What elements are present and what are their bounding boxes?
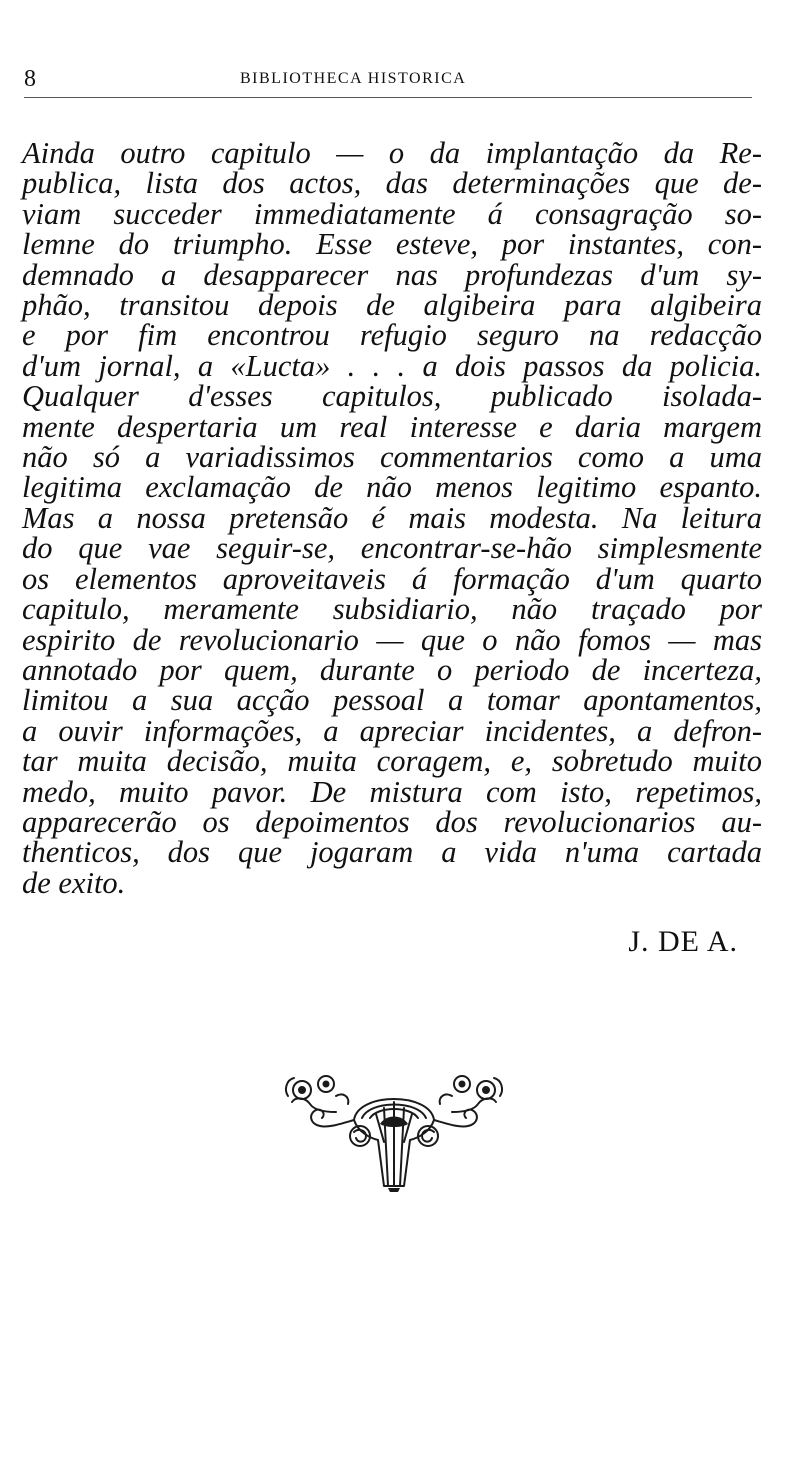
page-number: 8 — [24, 66, 36, 92]
text-line: capitulo, meramente subsidiario, não traçado por — [22, 592, 762, 627]
text-line: não só a variadissimos commentarios como a uma — [22, 440, 762, 475]
text-line: a ouvir informações, a apreciar incidentes, a defron- — [22, 713, 762, 748]
text-line: tar muita decisão, muita coragem, e, sobretudo muito — [22, 744, 762, 779]
text-line: annotado por quem, durante o periodo de incerteza, — [22, 652, 762, 687]
text-line: publica, lista dos actos, das determinações que de- — [22, 166, 762, 201]
text-line: viam succeder immediatamente á consagração so- — [22, 196, 762, 231]
text-line: os elementos aproveitaveis á formação d'um quarto — [22, 561, 762, 596]
text-line: demnado a desapparecer nas profundezas d'um sy- — [22, 257, 762, 292]
running-title: BIBLIOTHECA HISTORICA — [240, 70, 467, 87]
text-line: d'um jornal, a «Lucta» . . . a dois passos da policia. — [22, 348, 762, 383]
text-line: mente despertaria um real interesse e daria margem — [22, 409, 762, 444]
text-line: espirito de revolucionario — que o não fomos — mas — [22, 622, 762, 657]
text-line: Qualquer d'esses capitulos, publicado isolada- — [22, 379, 762, 414]
text-line: limitou a sua acção pessoal a tomar apontamentos, — [22, 683, 762, 718]
header-rule — [24, 97, 752, 98]
text-line: apparecerão os depoimentos dos revolucionarios au- — [22, 804, 762, 839]
text-line: Ainda outro capitulo — o da implantação da Re- — [22, 136, 762, 170]
text-line: e por fim encontrou refugio seguro na redacção — [22, 318, 762, 353]
text-line: Mas a nossa pretensão é mais modesta. Na leitura — [22, 500, 762, 535]
text-line: do que vae seguir-se, encontrar-se-hão simplesmente — [22, 531, 762, 566]
body-text — [22, 138, 762, 898]
text-line: legitima exclamação de não menos legitimo espanto. — [22, 470, 762, 505]
text-line: de exito. — [22, 865, 126, 900]
text-line: medo, muito pavor. De mistura com isto, repetimos, — [22, 774, 762, 809]
floral-tailpiece-icon — [280, 1068, 508, 1192]
text-line: thenticos, dos que jogaram a vida n'uma cartada — [22, 835, 762, 870]
text-line: lemne do triumpho. Esse esteve, por instantes, con- — [22, 227, 762, 262]
signature: J. DE A. — [628, 925, 738, 958]
text-line: phão, transitou depois de algibeira para algibeira — [22, 288, 762, 323]
